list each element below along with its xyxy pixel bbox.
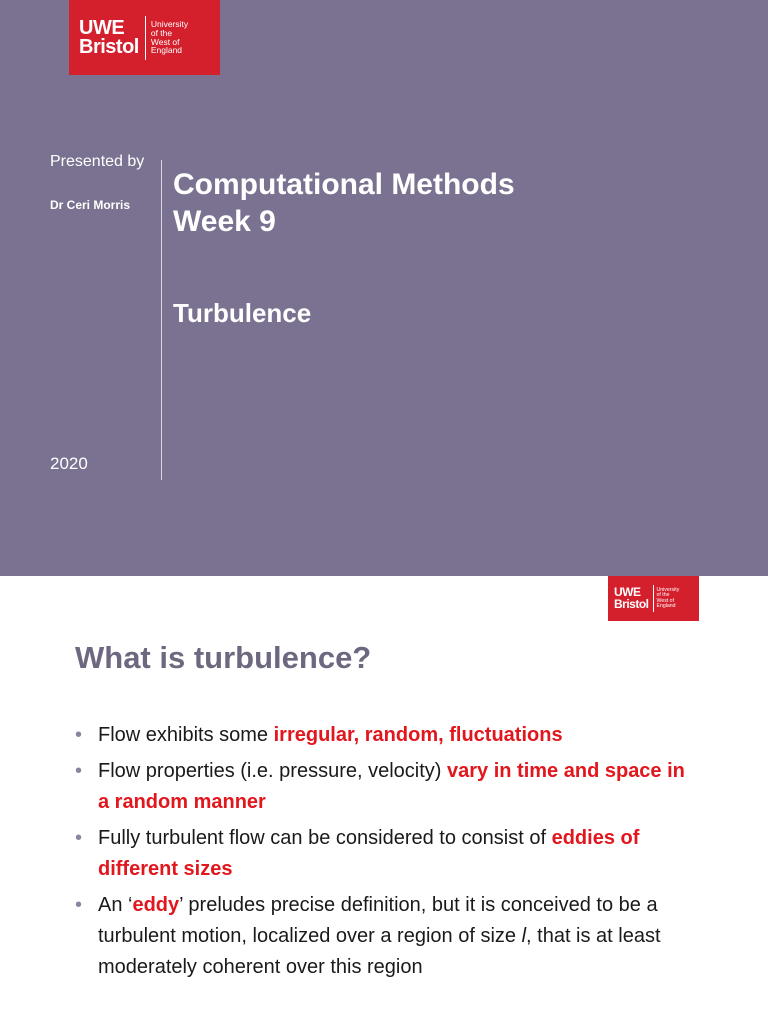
bullet-icon: •	[75, 894, 83, 916]
highlight-text: eddy	[132, 894, 180, 916]
highlight-text: eddies of different sizes	[98, 827, 640, 880]
uwe-bristol-logo	[69, 0, 220, 75]
year-label: 2020	[50, 454, 88, 473]
bullet-icon: •	[75, 760, 83, 782]
highlight-text: irregular, random, fluctuations	[273, 724, 563, 746]
uwe-bristol-logo-small	[608, 576, 699, 621]
logo-brand: UWE Bristol	[614, 585, 649, 611]
list-item: • Fully turbulent flow can be considered to consist of eddies of different sizes	[75, 823, 695, 885]
bullet-icon: •	[75, 827, 83, 849]
presenter-name: Dr Ceri Morris	[50, 198, 131, 212]
bullet-icon: •	[75, 724, 83, 746]
divider-line	[161, 160, 162, 480]
presented-by-label: Presented by	[50, 153, 145, 170]
logo-university: University of the West of England	[150, 19, 189, 56]
italic-variable: l	[521, 925, 527, 947]
slide-subtitle: Turbulence	[173, 298, 312, 328]
list-item: • Flow exhibits some irregular, random, fluctuations	[75, 720, 695, 751]
logo-brand: UWE Bristol	[79, 16, 139, 58]
list-item: • Flow properties (i.e. pressure, velocity) vary in time and space in a random manner	[75, 756, 695, 818]
logo-university: University of the West of England	[656, 586, 680, 609]
bullet-list	[75, 720, 695, 988]
highlight-text: vary in time and space in a random manner	[98, 760, 685, 813]
content-heading: What is turbulence?	[75, 640, 372, 675]
logo-separator	[653, 585, 654, 612]
list-item: • An ‘eddy’ preludes precise definition, but it is conceived to be a turbulent motion, localized over a region of size l, that is at least moderately coherent over this region	[75, 890, 695, 983]
logo-separator	[145, 16, 146, 60]
page-title: Computational Methods Week 9	[173, 168, 515, 238]
